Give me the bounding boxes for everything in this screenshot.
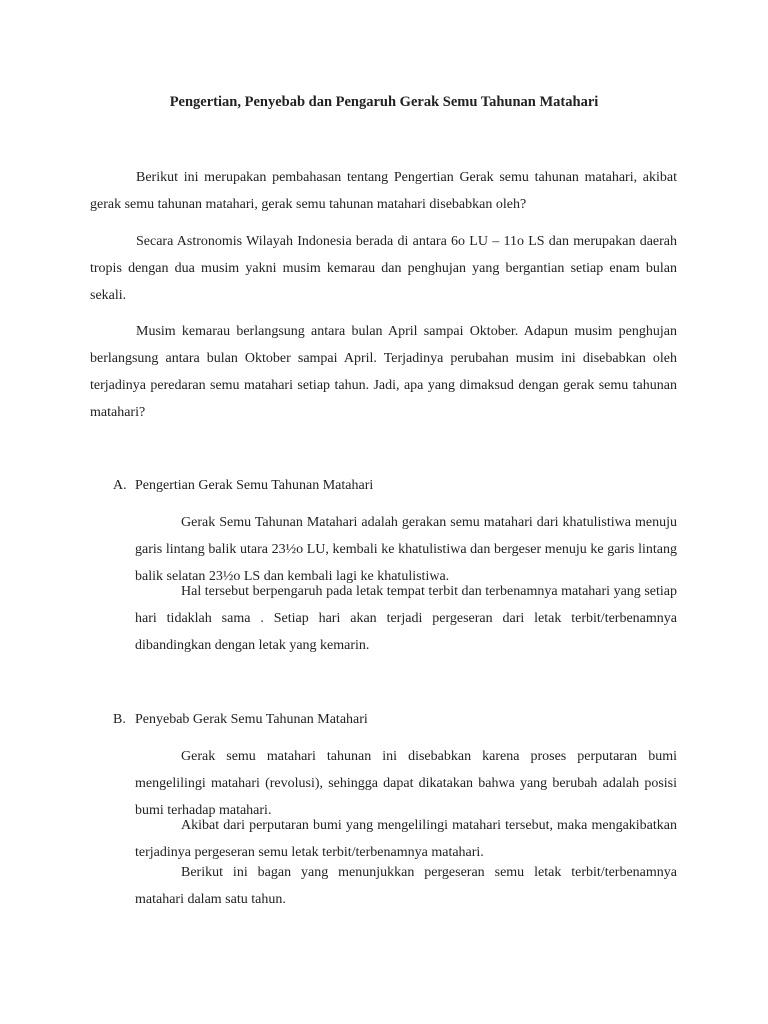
section-b-letter: B. <box>113 712 126 727</box>
section-a-paragraph-2: Hal tersebut berpengaruh pada letak tempat terbit dan terbenamnya matahari yang setiap hari tidaklah sama . Setiap hari akan terjadi pergeseran dari letak terbit/terbenamnya dibandingkan dengan letak yang kemarin. <box>135 584 677 653</box>
page-title: Pengertian, Penyebab dan Pengaruh Gerak Semu Tahunan Matahari <box>169 94 599 110</box>
intro-paragraph-3: Musim kemarau berlangsung antara bulan April sampai Oktober. Adapun musim penghujan berlangsung antara bulan Oktober sampai April. Terjadinya perubahan musim ini disebabkan oleh terjadinya peredaran semu matahari setiap tahun. Jadi, apa yang dimaksud dengan gerak semu tahunan matahari? <box>90 324 677 420</box>
section-b-paragraph-2: Akibat dari perputaran bumi yang mengelilingi matahari tersebut, maka mengakibatkan terjadinya pergeseran semu letak terbit/terbenamnya matahari. <box>135 818 677 860</box>
section-a-letter: A. <box>113 478 127 493</box>
section-b-heading <box>113 710 368 730</box>
section-b-paragraph-1: Gerak semu matahari tahunan ini disebabkan karena proses perputaran bumi mengelilingi matahari (revolusi), sehingga dapat dikatakan bahwa yang berubah adalah posisi bumi terhadap matahari. <box>135 749 677 818</box>
section-b-paragraph-3: Berikut ini bagan yang menunjukkan pergeseran semu letak terbit/terbenamnya matahari dalam satu tahun. <box>135 865 677 907</box>
section-a-heading <box>113 476 373 496</box>
section-b-title: Penyebab Gerak Semu Tahunan Matahari <box>135 712 368 727</box>
intro-paragraph-2: Secara Astronomis Wilayah Indonesia berada di antara 6o LU – 11o LS dan merupakan daerah tropis dengan dua musim yakni musim kemarau dan penghujan yang bergantian setiap enam bulan sekali. <box>90 234 677 303</box>
section-a-title: Pengertian Gerak Semu Tahunan Matahari <box>135 478 374 493</box>
intro-paragraph-1: Berikut ini merupakan pembahasan tentang Pengertian Gerak semu tahunan matahari, akibat gerak semu tahunan matahari, gerak semu tahunan matahari disebabkan oleh? <box>90 170 677 212</box>
section-a-paragraph-1: Gerak Semu Tahunan Matahari adalah gerakan semu matahari dari khatulistiwa menuju garis lintang balik utara 23½o LU, kembali ke khatulistiwa dan bergeser menuju ke garis lintang balik selatan 23½o LS dan kembali lagi ke khatulistiwa. <box>135 515 677 584</box>
